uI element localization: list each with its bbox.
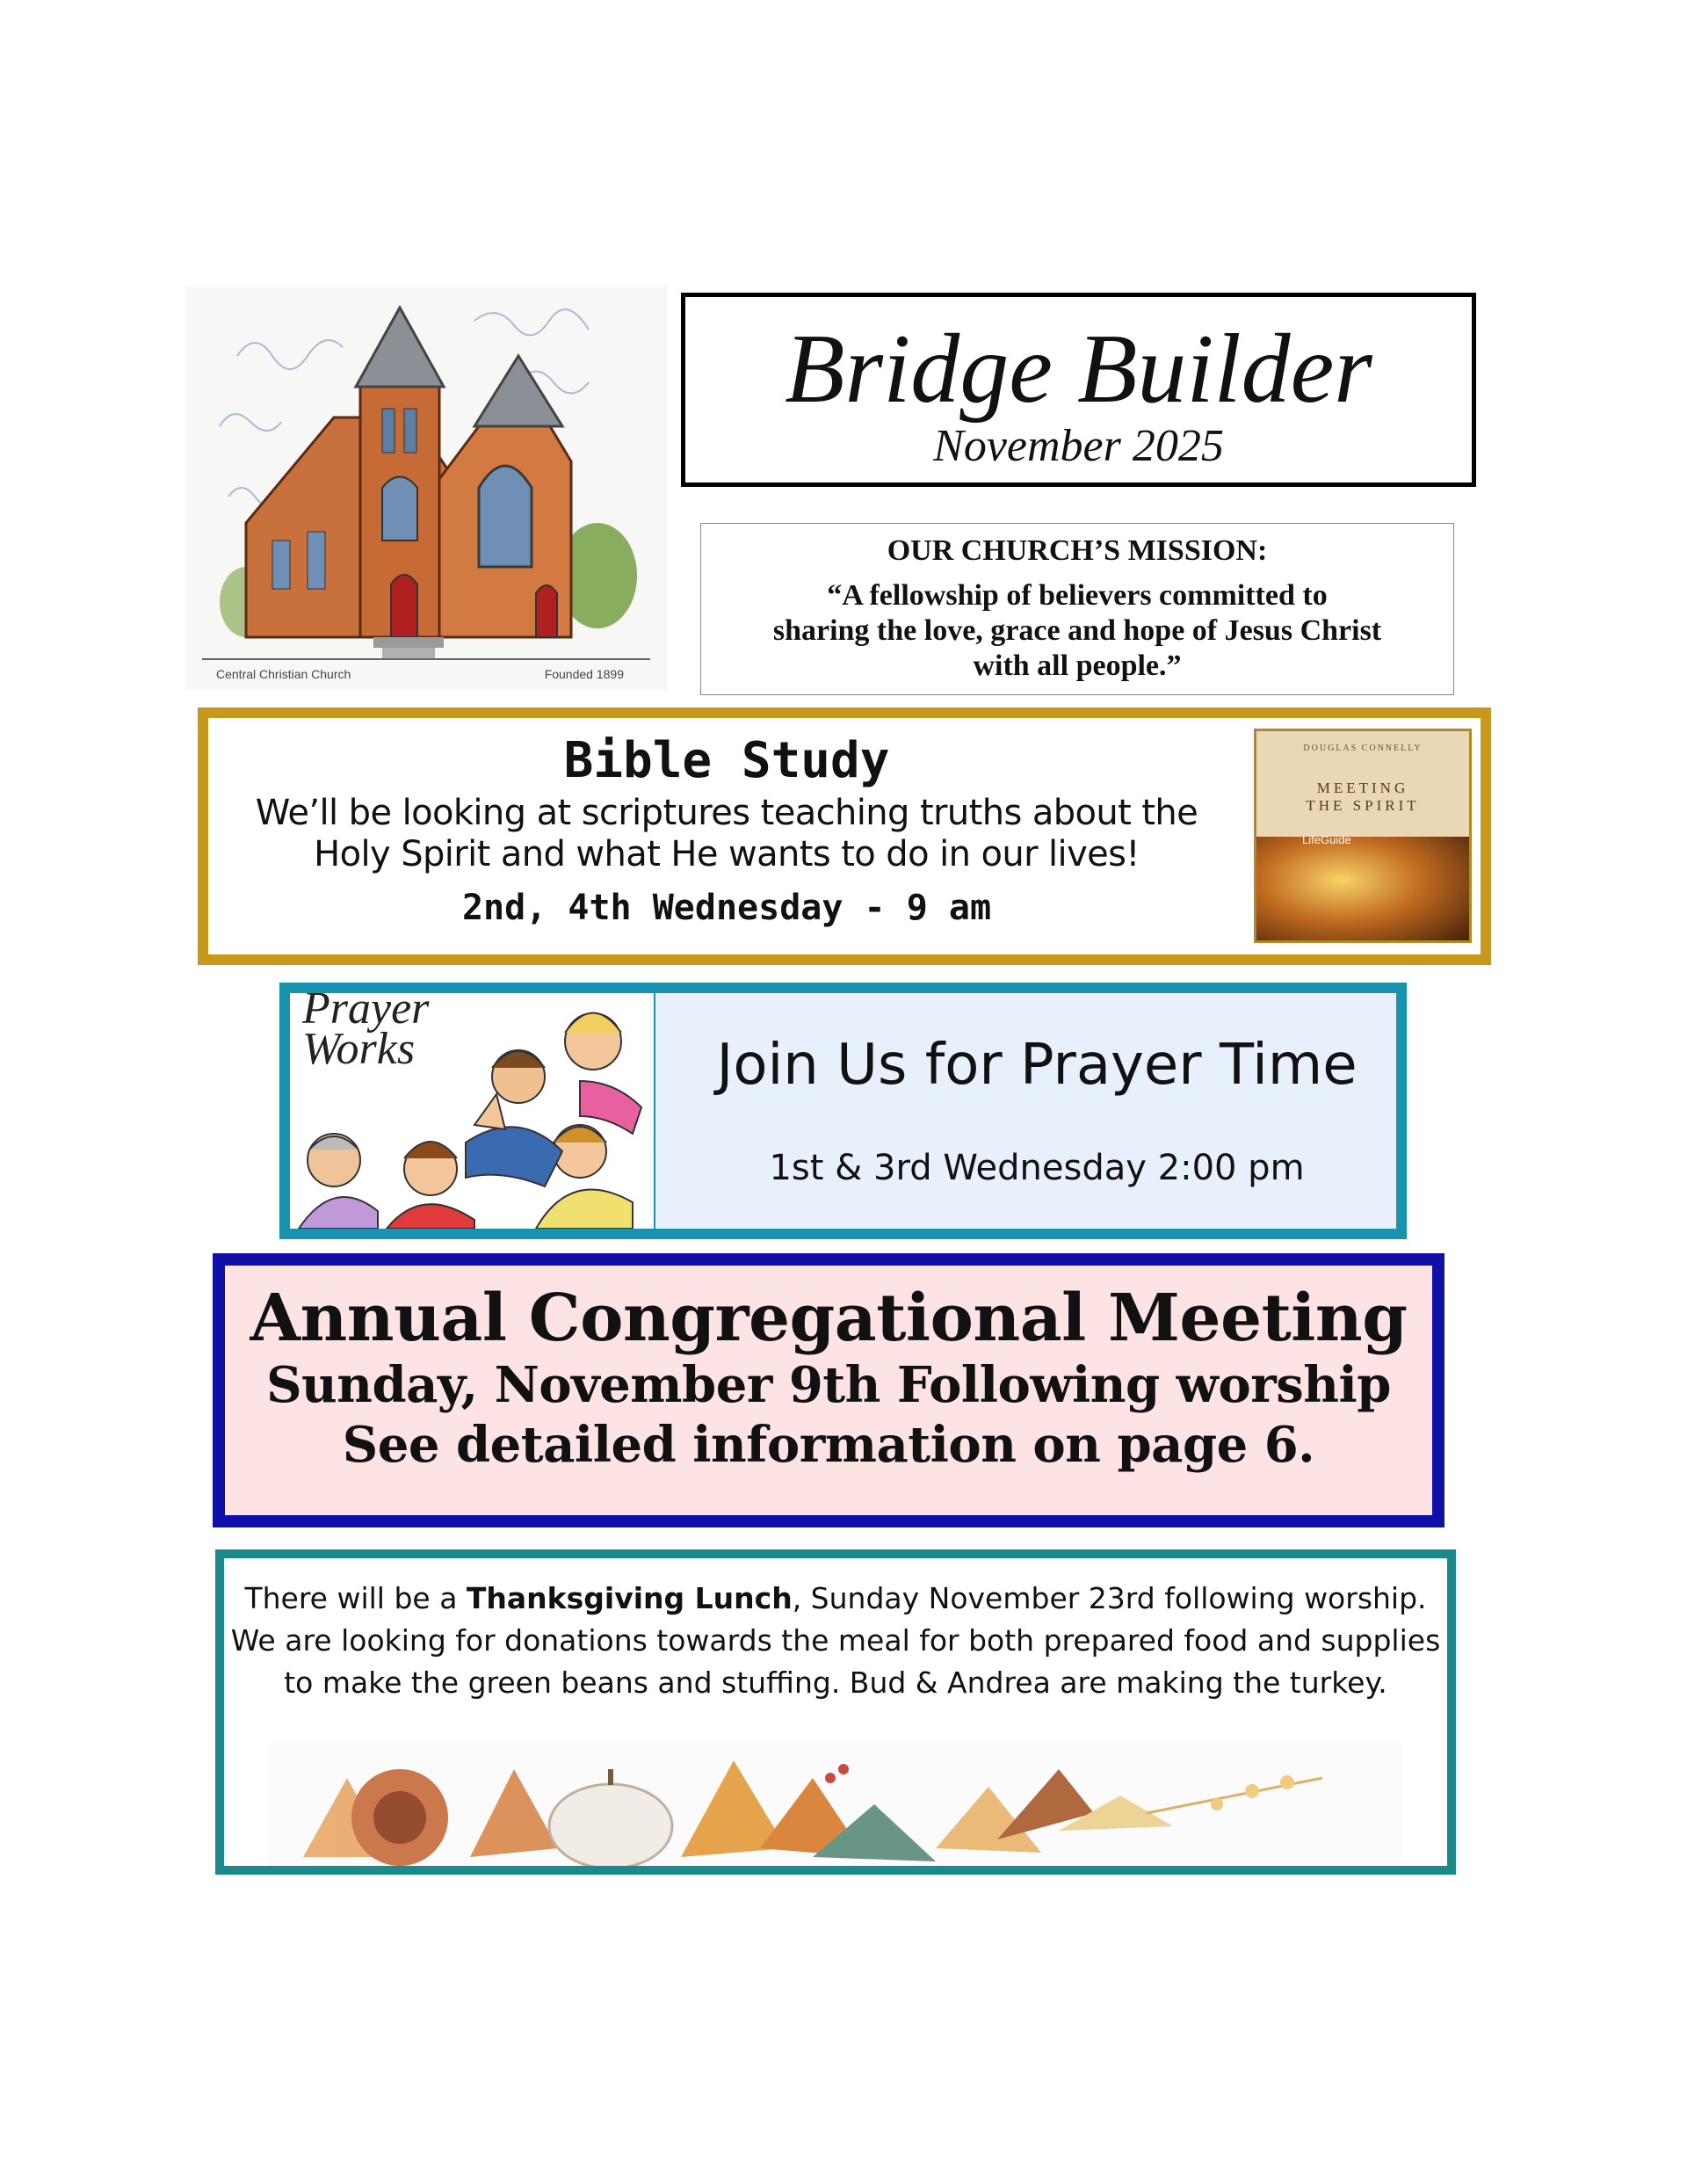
mission-line: sharing the love, grace and hope of Jesus Christ [772, 614, 1382, 648]
mission-statement [701, 578, 1453, 684]
newsletter-masthead [681, 293, 1476, 487]
newsletter-date: November 2025 [933, 421, 1224, 471]
book-cover-image [1254, 729, 1472, 943]
annual-meeting-title: Annual Congregational Meeting [250, 1281, 1408, 1356]
annual-meeting-info: See detailed information on page 6. [342, 1416, 1315, 1475]
church-caption-name: Central Christian Church [216, 667, 351, 681]
annual-meeting-date: Sunday, November 9th Following worship [266, 1355, 1391, 1414]
prayer-works-word: Works [302, 1024, 416, 1074]
thanksgiving-lunch-label: Thanksgiving Lunch [466, 1581, 793, 1615]
thanksgiving-text [224, 1578, 1447, 1704]
mission-line: “A fellowship of believers committed to [827, 579, 1328, 612]
prayer-schedule: 1st & 3rd Wednesday 2:00 pm [769, 1148, 1305, 1188]
book-author: DOUGLAS CONNELLY [1303, 744, 1423, 753]
praying-people-illustration [290, 993, 655, 1229]
autumn-garland-illustration [268, 1743, 1401, 1866]
bible-study-description [208, 793, 1245, 875]
thanksgiving-lunch-box [215, 1549, 1456, 1875]
thanksgiving-line [224, 1578, 1447, 1620]
bible-study-line: We’ll be looking at scriptures teaching truths about the [255, 793, 1198, 833]
church-drawing [185, 286, 668, 690]
thanksgiving-prefix: There will be a [244, 1581, 467, 1615]
newsletter-title: Bridge Builder [785, 315, 1372, 424]
prayer-time-box [279, 983, 1407, 1239]
bible-study-title: Bible Study [563, 732, 890, 789]
annual-meeting-box [213, 1253, 1444, 1527]
thanksgiving-date: , Sunday November 23rd following worship. [792, 1581, 1427, 1615]
mission-heading: OUR CHURCH’S MISSION: [887, 534, 1268, 567]
mission-line: with all people.” [973, 649, 1182, 683]
book-title-line: MEETING [1316, 780, 1409, 796]
thanksgiving-line: We are looking for donations towards the meal for both prepared food and supplies [230, 1622, 1441, 1658]
mission-box [700, 523, 1454, 695]
book-title [1256, 780, 1469, 814]
book-title-line: THE SPIRIT [1306, 796, 1420, 814]
church-caption-founded: Founded 1899 [544, 667, 624, 681]
thanksgiving-line: to make the green beans and stuffing. Bud & Andrea are making the turkey. [284, 1665, 1387, 1700]
prayer-works-word: Prayer [302, 993, 430, 1034]
bible-study-schedule: 2nd, 4th Wednesday - 9 am [461, 888, 992, 929]
prayer-works-clipart [290, 993, 655, 1229]
bible-study-box [198, 707, 1491, 965]
book-forest-scene [1256, 837, 1469, 943]
bible-study-line: Holy Spirit and what He wants to do in our lives! [314, 834, 1140, 875]
bible-study-text [208, 718, 1245, 928]
book-series-logo: LifeGuide [1302, 833, 1351, 846]
prayer-heading: Join Us for Prayer Time [716, 1033, 1358, 1098]
church-illustration [185, 286, 668, 690]
